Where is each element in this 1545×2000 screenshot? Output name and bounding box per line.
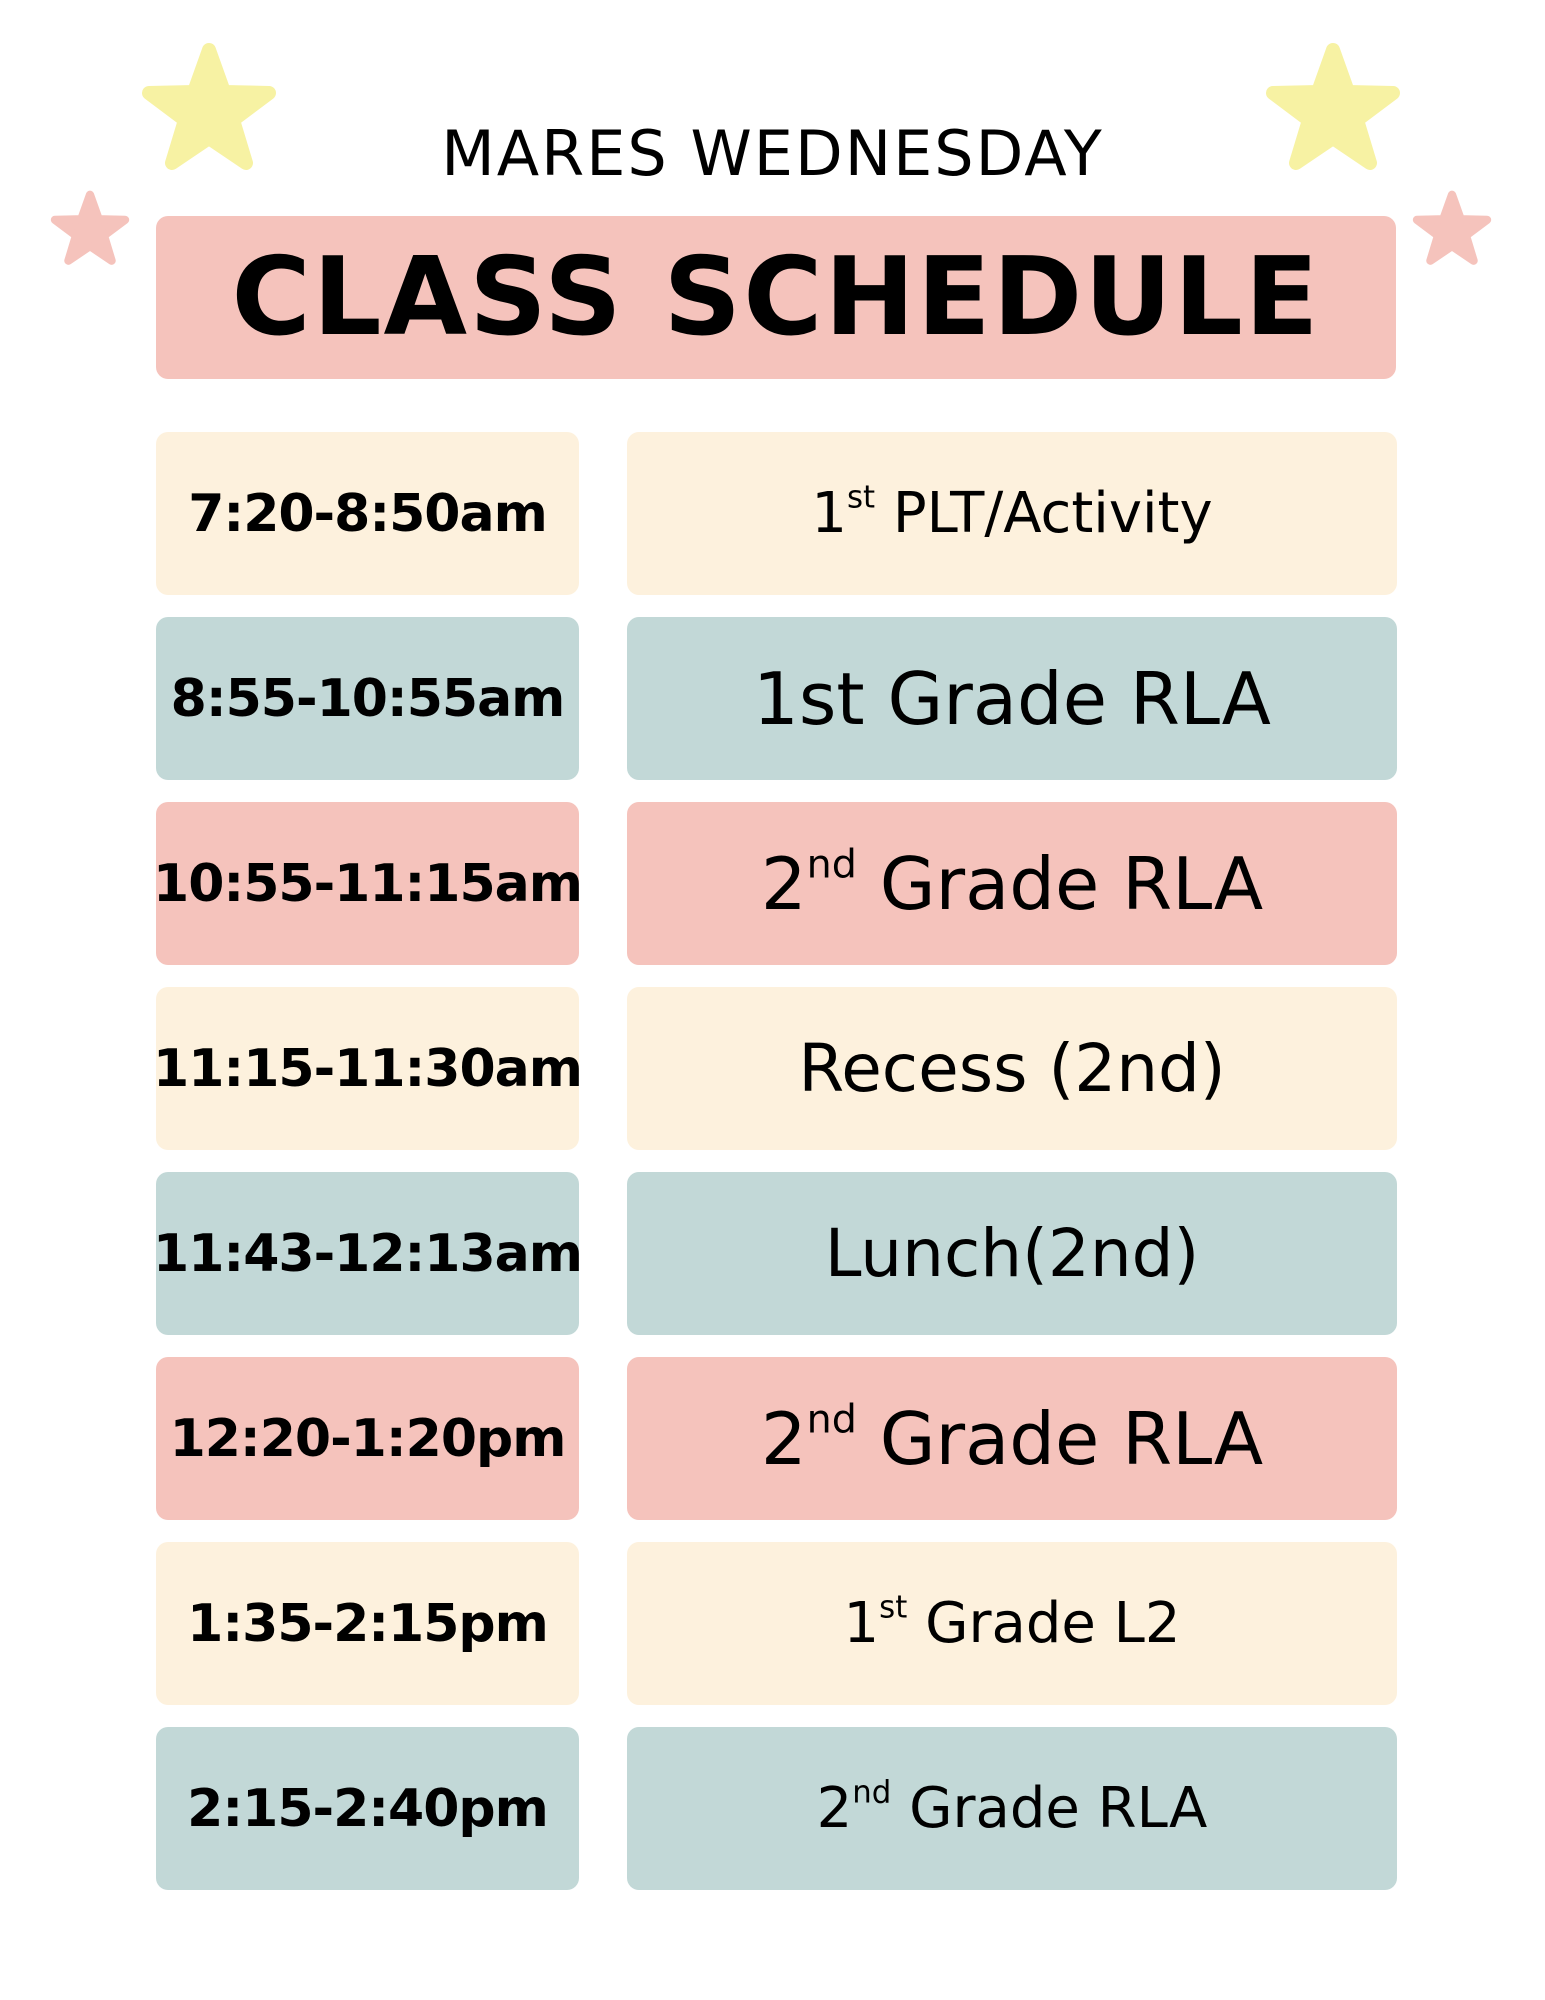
- star-icon: [48, 190, 132, 266]
- time-cell: [156, 617, 579, 780]
- title-banner: [156, 216, 1396, 379]
- activity-label: 1st Grade L2: [843, 1589, 1181, 1656]
- time-label: 7:20-8:50am: [188, 483, 547, 544]
- activity-cell: [627, 1357, 1397, 1520]
- schedule-row: [0, 1727, 1545, 1890]
- activity-label: 2nd Grade RLA: [760, 840, 1264, 926]
- time-cell: [153, 1172, 582, 1335]
- activity-label: 2nd Grade RLA: [816, 1774, 1208, 1841]
- activity-cell: [627, 1542, 1397, 1705]
- time-label: 11:43-12:13am: [153, 1223, 582, 1284]
- activity-label: Lunch(2nd): [824, 1215, 1200, 1292]
- time-label: 12:20-1:20pm: [169, 1408, 566, 1469]
- schedule-row: [0, 987, 1545, 1150]
- time-label: 10:55-11:15am: [153, 853, 582, 914]
- schedule-row: [0, 802, 1545, 965]
- time-cell: [156, 432, 579, 595]
- activity-label: 2nd Grade RLA: [760, 1395, 1264, 1481]
- schedule-row: [0, 1357, 1545, 1520]
- activity-cell: [627, 432, 1397, 595]
- activity-cell: [627, 802, 1397, 965]
- time-label: 1:35-2:15pm: [187, 1593, 548, 1654]
- activity-cell: [627, 1172, 1397, 1335]
- schedule-row: [0, 432, 1545, 595]
- page-title: CLASS SCHEDULE: [231, 235, 1321, 360]
- time-cell: [156, 1727, 579, 1890]
- schedule-row: [0, 1172, 1545, 1335]
- time-cell: [153, 802, 582, 965]
- time-label: 2:15-2:40pm: [187, 1778, 548, 1839]
- activity-label: 1st PLT/Activity: [811, 479, 1213, 546]
- time-cell: [153, 987, 582, 1150]
- star-icon: [1410, 190, 1494, 266]
- schedule-row: [0, 1542, 1545, 1705]
- activity-cell: [627, 617, 1397, 780]
- schedule-subtitle: MARES WEDNESDAY: [441, 117, 1104, 190]
- time-cell: [156, 1542, 579, 1705]
- time-label: 11:15-11:30am: [153, 1038, 582, 1099]
- activity-cell: [627, 1727, 1397, 1890]
- schedule-row: [0, 617, 1545, 780]
- activity-label: Recess (2nd): [798, 1030, 1226, 1107]
- activity-label: 1st Grade RLA: [753, 656, 1271, 741]
- activity-cell: [627, 987, 1397, 1150]
- time-cell: [156, 1357, 579, 1520]
- time-label: 8:55-10:55am: [170, 668, 565, 729]
